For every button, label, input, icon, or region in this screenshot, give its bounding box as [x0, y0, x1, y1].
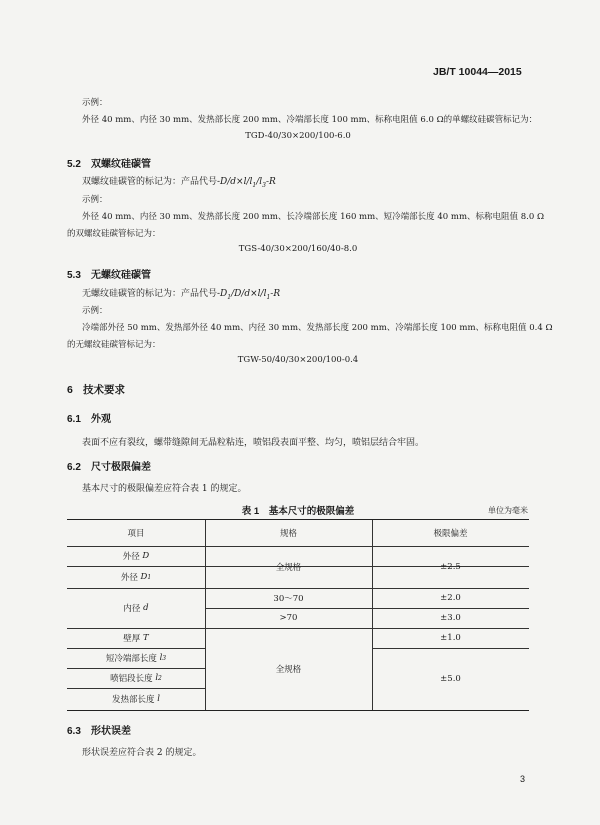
paragraph: 表面不应有裂纹，螺带缝隙间无晶粒粘连，喷铝段表面平整、均匀，喷铝层结合牢固。 [82, 438, 425, 448]
section-number: 5.2 [67, 159, 81, 170]
example-label: 示例： [82, 98, 108, 108]
table-unit: 单位为毫米 [488, 506, 528, 515]
marking-prefix: 双螺纹硅碳管的标记为：产品代号- [82, 177, 221, 187]
example-text: 外径 40 mm、内径 30 mm、发热部长度 200 mm、冷端部长度 100 mm、标称电阻值 6.0 Ω的单螺纹硅碳管标记为： [82, 115, 538, 125]
chapter-number: 6 [67, 384, 73, 396]
table-header-deviation: 极限偏差 [433, 529, 468, 539]
table-item-spray-section: 喷铝段长度 l 2 [110, 673, 162, 684]
example-label: 示例： [82, 195, 108, 205]
limit-deviation-table [67, 519, 529, 711]
section-title: 无螺纹硅碳管 [91, 270, 151, 281]
table-deviation: ±5.0 [440, 674, 461, 684]
example-label: 示例： [82, 306, 108, 316]
section-title: 双螺纹硅碳管 [91, 159, 151, 170]
table-deviation: ±3.0 [440, 613, 461, 623]
chapter-title: 技术要求 [83, 384, 125, 396]
example-code: TGS-40/30×200/160/40-8.0 [238, 244, 358, 254]
table-deviation: ±1.0 [440, 633, 461, 643]
marking-rule [82, 174, 276, 189]
section-heading [67, 722, 131, 737]
example-code: TGD-40/30×200/100-6.0 [245, 131, 351, 141]
section-heading [67, 266, 151, 281]
example-text: 的双螺纹硅碳管标记为： [67, 229, 161, 239]
section-heading [67, 155, 151, 170]
example-code: TGW-50/40/30×200/100-0.4 [237, 355, 359, 365]
chapter-heading [67, 382, 125, 397]
section-title: 尺寸极限偏差 [91, 462, 151, 473]
table-item-wall-thickness: 壁厚 T [123, 633, 149, 644]
section-number: 5.3 [67, 270, 81, 281]
table-header-spec: 规格 [279, 529, 297, 539]
section-title: 外观 [91, 414, 111, 425]
table-item-outer-d: 外径 D [122, 551, 150, 562]
table-spec-range: >70 [279, 613, 298, 623]
table-item-inner-d: 内径 d [123, 603, 149, 614]
table-item-outer-d1: 外径 D 1 [120, 572, 152, 583]
section-number: 6.3 [67, 726, 81, 737]
table-deviation: ±2.0 [440, 593, 461, 603]
marking-rule [82, 286, 280, 301]
table-caption: 表 1 基本尺寸的极限偏差 [241, 506, 355, 517]
paragraph: 基本尺寸的极限偏差应符合表 1 的规定。 [82, 484, 247, 494]
table-spec-all: 全规格 [275, 665, 302, 675]
paragraph: 形状误差应符合表 2 的规定。 [82, 748, 202, 758]
example-text: 外径 40 mm、内径 30 mm、发热部长度 200 mm、长冷端部长度 160 mm、短冷端部长度 40 mm、标称电阻值 8.0 Ω [82, 212, 544, 222]
marking-prefix: 无螺纹硅碳管的标记为：产品代号- [82, 289, 221, 299]
section-number: 6.1 [67, 414, 81, 425]
standard-code: JB/T 10044—2015 [433, 66, 522, 78]
table-spec-range: 30～70 [273, 594, 304, 604]
example-text: 的无螺纹硅碳管标记为： [67, 340, 161, 350]
section-heading [67, 410, 111, 425]
table-item-heating-length: 发热部长度 l [112, 694, 160, 705]
table-spec-all: 全规格 [275, 563, 302, 573]
table-deviation: ±2.5 [440, 562, 461, 572]
example-text: 冷端部外径 50 mm、发热部外径 40 mm、内径 30 mm、发热部长度 200 mm、冷端部长度 100 mm、标称电阻值 0.4 Ω [82, 323, 553, 333]
section-number: 6.2 [67, 462, 81, 473]
table-item-short-cold-end: 短冷端部长度 l 3 [105, 653, 167, 664]
marking-formula: $D_1/D/d\times l/l_1-R$ [220, 289, 281, 301]
page-number: 3 [520, 774, 526, 784]
table-header-item: 项目 [127, 529, 145, 539]
marking-formula: $D/d\times l/l_1/l_3-R$ [220, 177, 276, 189]
section-title: 形状误差 [91, 726, 131, 737]
section-heading [67, 458, 151, 473]
